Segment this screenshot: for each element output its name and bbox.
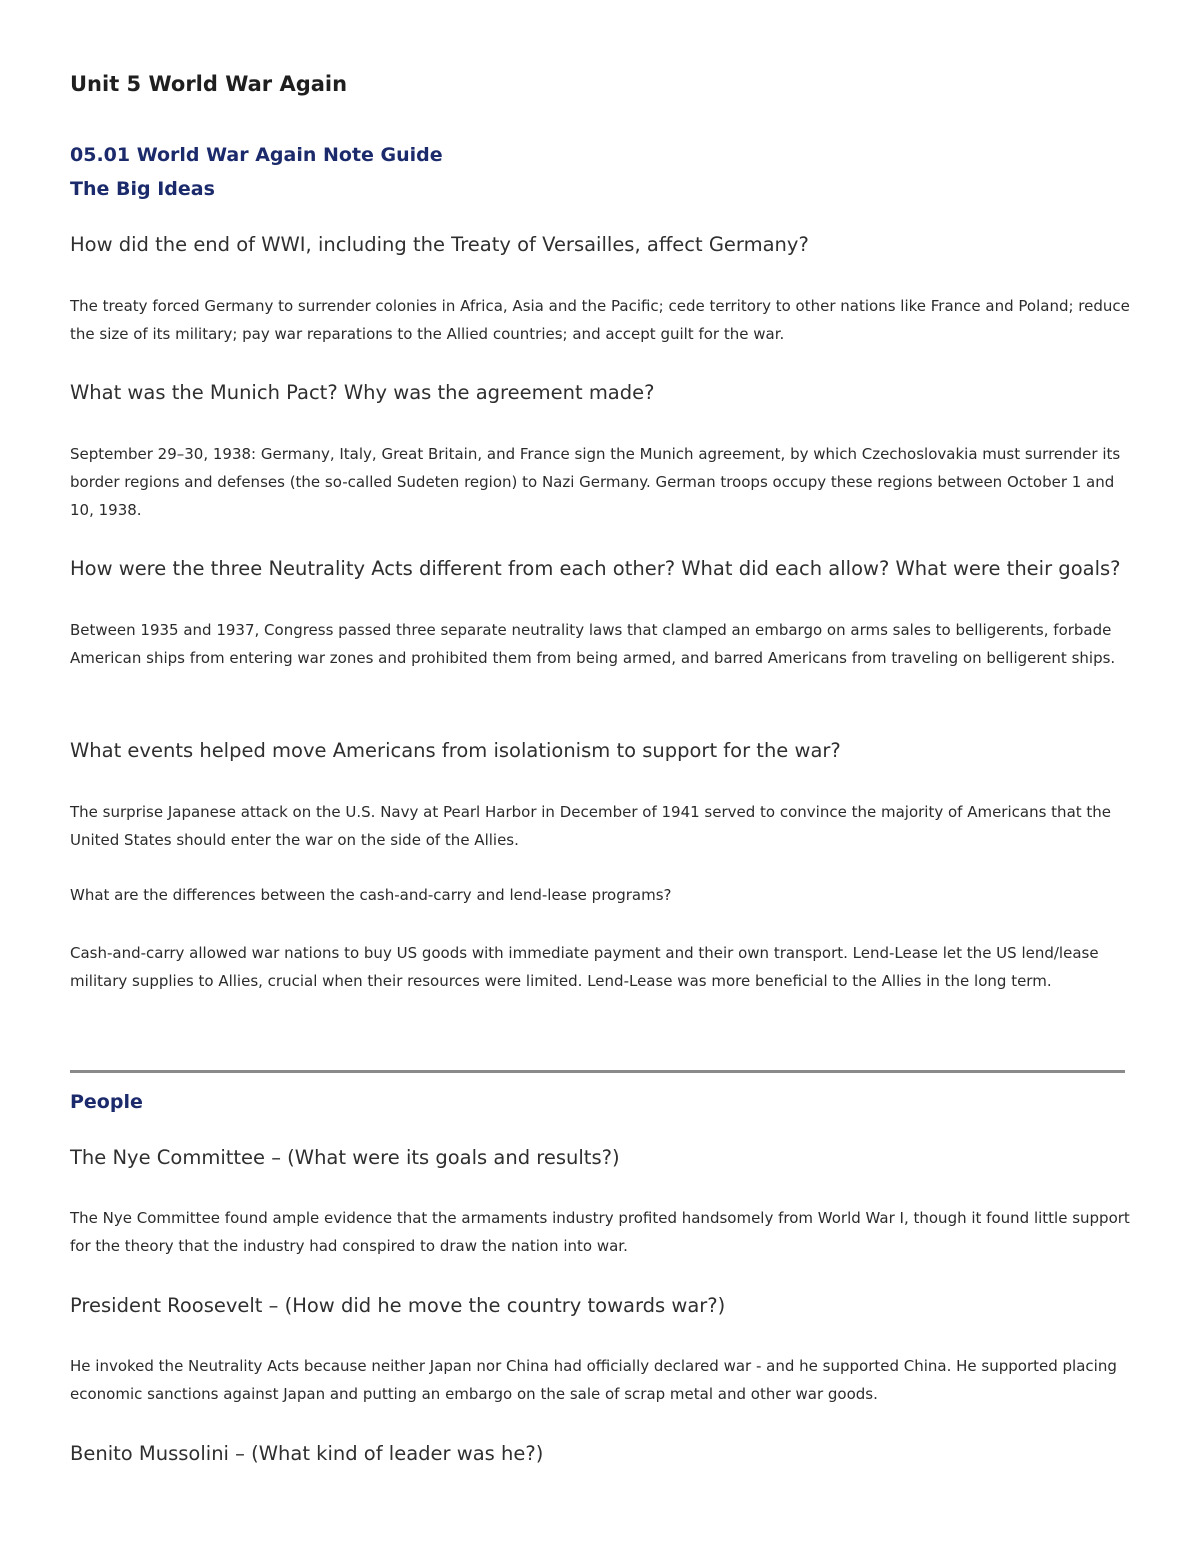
question-versailles: How did the end of WWI, including the Treaty of Versailles, affect Germany? [70,233,809,256]
answer-munich-pact: September 29–30, 1938: Germany, Italy, Great Britain, and France sign the Munich agreement, by which Czechoslovakia must surrender its border regions and defenses (the so-called Sudeten region) to Nazi Germany. German troops occupy these regions between October 1 and 10, 1938. [70,445,1121,519]
answer-isolationism: The surprise Japanese attack on the U.S. Navy at Pearl Harbor in December of 1941 served to convince the majority of Americans that the United States should enter the war on the side of the Allies. [70,803,1112,849]
answer-cash-and-carry: Cash-and-carry allowed war nations to buy US goods with immediate payment and their own transport. Lend-Lease let the US lend/lease military supplies to Allies, crucial when their resources were limited. Lend-Lease was more beneficial to the Allies in the long term. [70,944,1099,990]
answer-nye-committee: The Nye Committee found ample evidence that the armaments industry profited handsomely from World War I, though it found little support for the theory that the industry had conspired to draw the nation into war. [70,1209,1130,1255]
section-divider [70,1070,1125,1073]
note-guide-title: 05.01 World War Again Note Guide [70,144,443,166]
answer-versailles: The treaty forced Germany to surrender colonies in Africa, Asia and the Pacific; cede territory to other nations like France and Poland; reduce the size of its military; pay war reparations to the Allied countries; and accept guilt for the war. [70,297,1130,343]
question-cash-and-carry: What are the differences between the cash-and-carry and lend-lease programs? [70,886,672,904]
big-ideas-heading: The Big Ideas [70,178,215,200]
answer-neutrality-acts: Between 1935 and 1937, Congress passed three separate neutrality laws that clamped an embargo on arms sales to belligerents, forbade American ships from entering war zones and prohibited them from being armed, and barred Americans from traveling on belligerent ships. [70,621,1116,667]
question-roosevelt: President Roosevelt – (How did he move the country towards war?) [70,1294,726,1317]
question-munich-pact: What was the Munich Pact? Why was the agreement made? [70,381,655,404]
question-neutrality-acts: How were the three Neutrality Acts different from each other? What did each allow? What were their goals? [70,557,1121,580]
question-mussolini: Benito Mussolini – (What kind of leader was he?) [70,1442,544,1465]
question-isolationism: What events helped move Americans from isolationism to support for the war? [70,739,841,762]
answer-roosevelt: He invoked the Neutrality Acts because neither Japan nor China had officially declared war - and he supported China. He supported placing economic sanctions against Japan and putting an embargo on the sale of scrap metal and other war goods. [70,1357,1117,1403]
question-nye-committee: The Nye Committee – (What were its goals and results?) [70,1146,620,1169]
people-heading: People [70,1091,143,1113]
unit-title: Unit 5 World War Again [70,72,348,96]
